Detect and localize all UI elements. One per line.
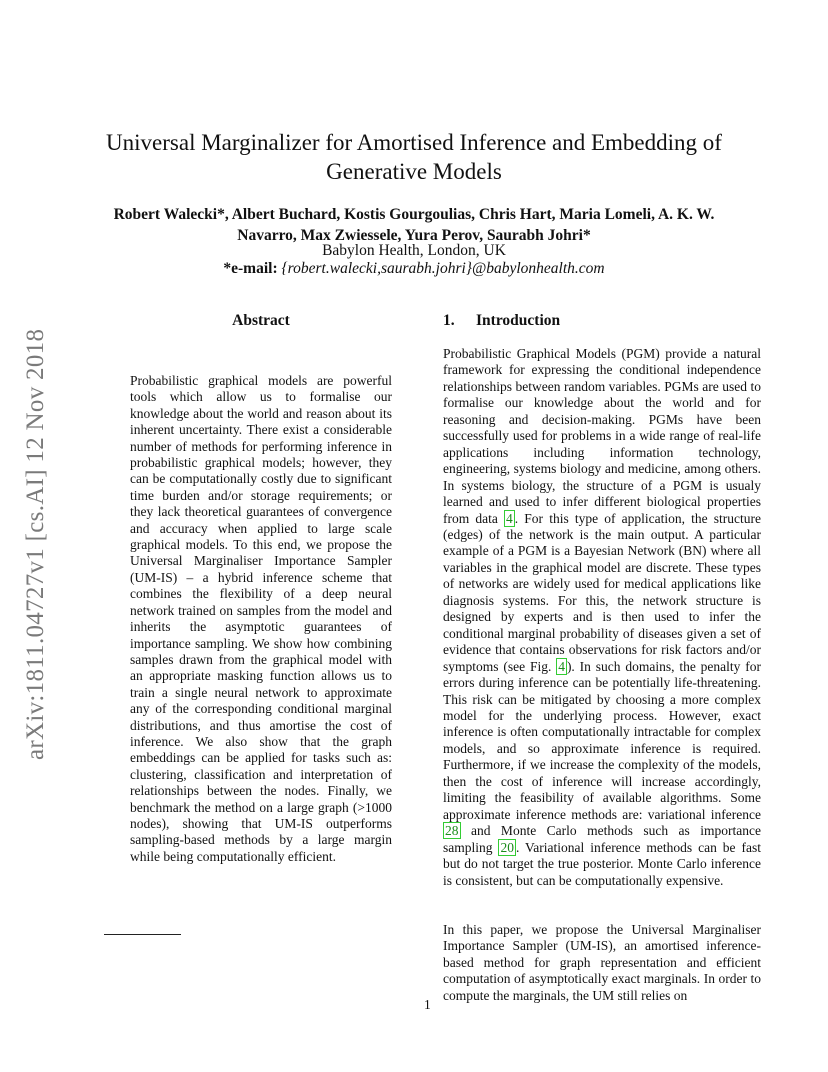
affiliation: Babylon Health, London, UK <box>322 242 506 259</box>
footnote-rule <box>104 934 181 935</box>
abstract-text: Probabilistic graphical models are powerful tools which allow us to formalise our knowledge about the world and reason about its inherent uncertainty. There exist a considerable number of methods for performing inference in probabilistic graphical models; however, they can be computationally costly due to significant time burden and/or storage requirements; or they lack theoretical guarantees of convergence and accuracy when applied to large scale graphical models. To this end, we propose the Universal Marginaliser Importance Sampler (UM-IS) – a hybrid inference scheme that combines the flexibility of a deep neural network trained on samples from the model and inherits the asymptotic guarantees of importance sampling. We show how combining samples drawn from the graphical model with an appropriate masking function allows us to train a single neural network to approximate any of the corresponding conditional marginal distributions, and thus amortise the cost of inference. We also show that the graph embeddings can be applied for tasks such as: clustering, classification and interpretation of relationships between the nodes. Finally, we benchmark the method on a large graph (>1000 nodes), showing that UM-IS outperforms sampling-based methods by a large margin while being computationally efficient. <box>130 373 392 864</box>
section-number: 1. <box>443 312 455 329</box>
contact-email <box>90 260 738 278</box>
intro-paragraph-2: In this paper, we propose the Universal Marginaliser Importance Sampler (UM-IS), an amortised inference-based method for graph representation and efficient computation of asymptotically exact marginals. In order to compute the marginals, the UM still relies on <box>443 922 761 1003</box>
section-heading-introduction <box>443 312 763 330</box>
section-title: Introduction <box>476 312 561 329</box>
paper-title: Universal Marginalizer for Amortised Inference and Embedding of Generative Models <box>106 130 722 184</box>
intro-text-c: ). In such domains, the penalty for errors during inference can be potentially life-threatening. This risk can be mitigated by choosing a more complex model for the underlying process. However, exact inference is often computationally intractable for complex models, and so approximate inference is required. Furthermore, if we increase the complexity of the models, then the cost of inference will increase accordingly, limiting the feasibility of available algorithms. Some approximate inference methods are: variational inference <box>443 658 761 822</box>
abstract-heading: Abstract <box>232 312 290 329</box>
citation-link[interactable]: 4 <box>506 510 513 526</box>
email-address: {robert.walecki,saurabh.johri}@babylonhealth.com <box>281 260 605 277</box>
intro-text-e: . Variational inference methods can be fast but do not target the true posterior. Monte Carlo inference is consistent, but can be computationally expensive. <box>443 839 761 888</box>
intro-paragraph-1 <box>443 346 761 889</box>
intro-text-a: Probabilistic Graphical Models (PGM) provide a natural framework for expressing the conditional independence relationships between random variables. PGMs are used to formalise our knowledge about the world and for reasoning and decision-making. PGMs have been successfully used for problems in a wide range of real-life applications including information technology, engineering, systems biology and medicine, among others. In systems biology, the structure of a PGM is usualy learned and used to infer different biological properties from data <box>443 346 761 526</box>
intro-text-d: and Monte Carlo methods such as importance sampling <box>443 823 761 855</box>
citation-link[interactable]: 20 <box>500 839 514 855</box>
citation-link[interactable]: 28 <box>445 823 459 839</box>
figure-link[interactable]: 4 <box>558 658 565 674</box>
intro-text-b: . For this type of application, the structure (edges) of the network is the main output. A particular example of a PGM is a Bayesian Network (BN) where all variables in the graphical model are discrete. These types of networks are widely used for medical applications like diagnosis systems. For this, the network structure is designed by experts and is then used to infer the conditional marginal probability of diseases given a set of evidence that contains observations for risk factors and/or symptoms (see Fig. <box>443 510 762 674</box>
page-number: 1 <box>424 997 431 1012</box>
arxiv-identifier: arXiv:1811.04727v1 [cs.AI] 12 Nov 2018 <box>22 328 49 760</box>
author-list: Robert Walecki*, Albert Buchard, Kostis Gourgoulias, Chris Hart, Maria Lomeli, A. K. W. Navarro, Max Zwiessele, Yura Perov, Saurabh Johri* <box>113 206 715 244</box>
email-label: *e-mail: <box>223 260 278 277</box>
